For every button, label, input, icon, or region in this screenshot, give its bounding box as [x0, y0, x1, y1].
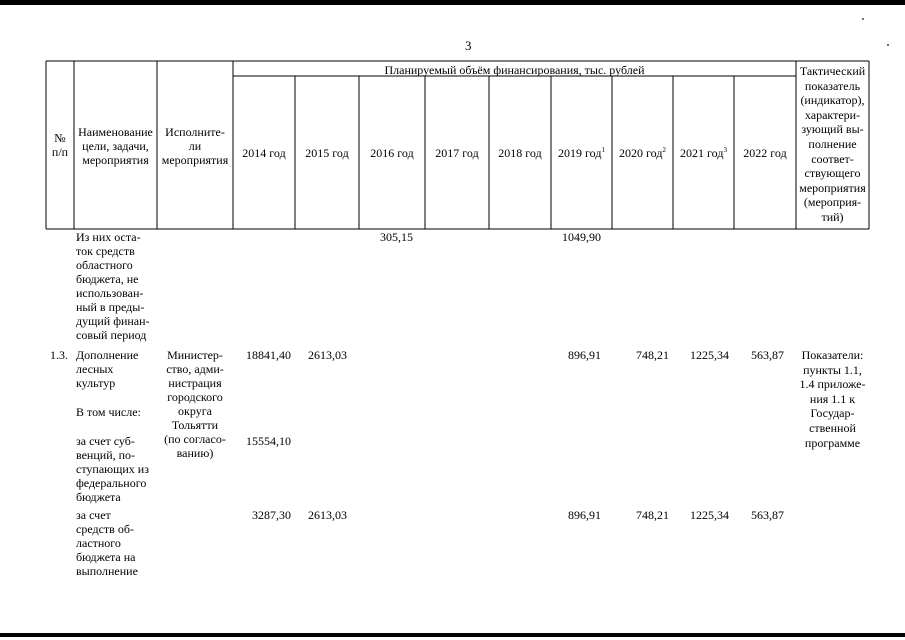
- header-text-line: (индикатор),: [800, 93, 865, 108]
- year-label: 2018 год: [498, 146, 542, 160]
- regional-2020-value: 748,21: [636, 508, 669, 522]
- header-year-2017: [425, 146, 489, 160]
- header-year-2016: [359, 146, 425, 160]
- item-name-cell: [76, 348, 138, 390]
- header-text-line: ствующего: [804, 166, 861, 181]
- cell-text-line: (по согласо-: [164, 432, 226, 446]
- item-2015-value: 2613,03: [308, 348, 347, 362]
- year-label: 2014 год: [242, 146, 286, 160]
- header-text-line: ли: [188, 139, 202, 153]
- header-year-2020: [612, 146, 673, 160]
- federal-name-cell: [76, 434, 149, 504]
- header-indicator-cell: [796, 64, 869, 225]
- item-2020-value: 748,21: [636, 348, 669, 362]
- header-text-line: п/п: [51, 145, 69, 159]
- header-text-line: характери-: [804, 107, 861, 122]
- header-text-line: №: [54, 131, 66, 145]
- regional-2015-value: 2613,03: [308, 508, 347, 522]
- cell-text-line: дущий финан-: [76, 314, 150, 328]
- header-year-2018: [489, 146, 551, 160]
- regional-2022-value: 563,87: [751, 508, 784, 522]
- header-year-2019: [551, 146, 612, 160]
- cell-text-line: Государ-: [810, 406, 855, 421]
- scan-speck: [887, 44, 889, 46]
- cell-text-line: совый период: [76, 328, 147, 342]
- including-label: В том числе:: [76, 405, 141, 419]
- cell-text-line: венций, по-: [76, 448, 136, 462]
- cell-text-line: округа: [178, 404, 212, 418]
- header-text-line: мероприятия: [161, 153, 229, 167]
- year-label: 2020 год: [619, 146, 663, 160]
- remainder-name-cell: [76, 230, 150, 342]
- cell-text-line: федерального: [76, 476, 147, 490]
- cell-text-line: ступающих из: [76, 462, 149, 476]
- cell-text-line: Министер-: [167, 348, 223, 362]
- item-number: 1.3.: [50, 348, 68, 362]
- header-name-cell: [74, 125, 157, 167]
- header-text-line: мероприятия: [82, 153, 149, 167]
- page-number: 3: [465, 38, 472, 53]
- remainder-2019-value: 1049,90: [562, 230, 601, 244]
- cell-text-line: бюджета: [76, 490, 121, 504]
- cell-text-line: ственной: [809, 420, 856, 435]
- cell-text-line: областного: [76, 258, 133, 272]
- cell-text-line: выполнение: [76, 564, 138, 578]
- cell-text-line: ный в преды-: [76, 300, 145, 314]
- year-label: 2022 год: [743, 146, 787, 160]
- header-year-2015: [295, 146, 359, 160]
- header-number-cell: [46, 131, 74, 159]
- regional-2019-value: 896,91: [568, 508, 601, 522]
- cell-text-line: за счет: [76, 508, 111, 522]
- header-text-line: показатель: [804, 78, 861, 93]
- header-text-line: соответ-: [811, 151, 854, 166]
- year-footnote-mark: 2: [662, 146, 666, 154]
- federal-2014-value: 15554,10: [246, 434, 291, 448]
- header-year-2022: [734, 146, 796, 160]
- header-financing-title: Планируемый объём финансирования, тыс. рублей: [384, 63, 645, 77]
- cell-text-line: за счет суб-: [76, 434, 135, 448]
- regional-2014-value: 3287,30: [252, 508, 291, 522]
- cell-text-line: ток средств: [76, 244, 135, 258]
- top-border-rule: [0, 0, 905, 5]
- item-2014-value: 18841,40: [246, 348, 291, 362]
- cell-text-line: лесных: [76, 362, 114, 376]
- cell-text-line: использован-: [76, 286, 144, 300]
- cell-text-line: ластного: [76, 536, 121, 550]
- cell-text-line: Показатели:: [801, 348, 864, 362]
- bottom-border-rule: [0, 633, 905, 637]
- header-year-2014: [233, 146, 295, 160]
- cell-text-line: 1.4 приложе-: [799, 377, 866, 392]
- header-text-line: Наименование: [78, 125, 153, 139]
- item-executor-cell: [157, 348, 233, 460]
- header-text-line: Исполните-: [165, 125, 225, 139]
- cell-text-line: средств об-: [76, 522, 134, 536]
- scan-speck: [862, 18, 864, 20]
- cell-text-line: бюджета на: [76, 550, 136, 564]
- cell-text-line: нистрация: [168, 376, 222, 390]
- cell-text-line: пункты 1.1,: [803, 362, 862, 377]
- item-2019-value: 896,91: [568, 348, 601, 362]
- header-text-line: тий): [821, 209, 844, 224]
- cell-text-line: Дополнение: [76, 348, 139, 362]
- cell-text-line: ство, адми-: [166, 362, 224, 376]
- year-footnote-mark: 3: [723, 146, 727, 154]
- year-label: 2017 год: [435, 146, 479, 160]
- header-executor-cell: [157, 125, 233, 167]
- cell-text-line: Из них оста-: [76, 230, 141, 244]
- item-2021-value: 1225,34: [690, 348, 729, 362]
- header-text-line: Тактический: [799, 64, 866, 78]
- year-label: 2021 год: [680, 146, 724, 160]
- cell-text-line: ванию): [176, 446, 214, 460]
- item-2022-value: 563,87: [751, 348, 784, 362]
- cell-text-line: городского: [167, 390, 223, 404]
- year-footnote-mark: 1: [601, 146, 605, 154]
- remainder-2016-value: 305,15: [380, 230, 413, 244]
- cell-text-line: культур: [76, 376, 116, 390]
- year-label: 2015 год: [305, 146, 349, 160]
- year-label: 2016 год: [370, 146, 414, 160]
- header-text-line: цели, задачи,: [82, 139, 149, 153]
- regional-name-cell: [76, 508, 138, 578]
- header-text-line: мероприятия: [799, 180, 866, 195]
- year-label: 2019 год: [558, 146, 602, 160]
- header-text-line: (мероприя-: [803, 195, 862, 210]
- header-text-line: полнение: [808, 136, 857, 151]
- cell-text-line: ния 1.1 к: [809, 391, 856, 406]
- item-indicator-cell: [796, 348, 869, 450]
- cell-text-line: программе: [804, 435, 861, 450]
- regional-2021-value: 1225,34: [690, 508, 729, 522]
- cell-text-line: Тольятти: [171, 418, 219, 432]
- cell-text-line: бюджета, не: [76, 272, 139, 286]
- header-year-2021: [673, 146, 734, 160]
- header-text-line: зующий вы-: [801, 122, 864, 137]
